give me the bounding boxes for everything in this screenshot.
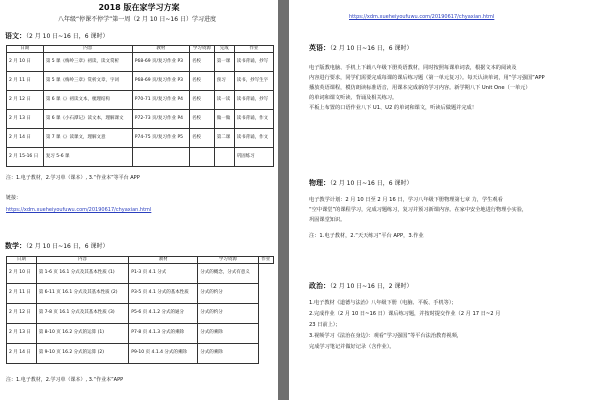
politics-line: 2.完成作业（2 月 10 日~16 日）课后练习题，并按时提交作业（2 月 17 日~2 月 <box>309 311 501 317</box>
table-row <box>7 303 274 323</box>
math-section-heading <box>5 241 108 251</box>
table-cell: 巩固练习 <box>234 147 273 166</box>
table-cell: 第 6-11 页 16.1 分式及其基本性质 (2) <box>36 283 129 303</box>
table-cell: P70-71 页/复习作业 P4 <box>132 90 189 109</box>
table-cell: 第 8-10 页 16.2 分式的运算 (1) <box>36 323 129 343</box>
physics-section-heading <box>309 178 412 188</box>
table-cell: 读一读 <box>214 90 234 109</box>
chinese-section-heading <box>5 31 108 41</box>
table-row <box>7 71 274 90</box>
table-cell: P1-3 页 4.1 分式 <box>129 263 198 283</box>
table-cell: 第 5 课《梅岭三章》赏析文章，字词 <box>43 71 132 90</box>
politics-section-meta: （2 月 10 日~16 日，2 课时） <box>330 283 413 290</box>
politics-line: 完成学习笔记并做好记录（含作业）。 <box>309 344 395 350</box>
english-section-name: 英语： <box>309 44 330 52</box>
table-cell: 2 月 15-16 日 <box>7 147 44 166</box>
table-cell: 2 月 13 日 <box>7 323 37 343</box>
table-cell: P68-69 页/复习作业 P3 <box>132 71 189 90</box>
table-header-cell: 内容 <box>36 257 129 264</box>
chinese-resource-link[interactable]: https://xdm.xueheiyoufuwu.com/20190617/chyaxian.html <box>6 207 152 213</box>
table-cell: 第一课 <box>214 52 234 71</box>
table-row <box>7 263 274 283</box>
table-cell: 2 月 13 日 <box>7 109 44 128</box>
table-cell: 第 5 课《梅岭三章》初读，读文赏析 <box>43 52 132 71</box>
physics-section-name: 物理： <box>309 179 330 187</box>
table-cell: 读书背诵，作文 <box>234 109 273 128</box>
table-row <box>7 90 274 109</box>
table-cell: P7-8 页 4.1.3 分式的乘除 <box>129 323 198 343</box>
english-line: 电子版教电脑、手机上下载八年级下册英语教材，同时按照每课单词表，根据文本的阅读及 <box>309 65 517 71</box>
table-cell: 名校 <box>190 128 215 147</box>
table-cell: 2 月 11 日 <box>7 71 44 90</box>
table-cell: 第二课 <box>214 128 234 147</box>
table-cell: 2 月 12 日 <box>7 303 37 323</box>
physics-line: 巩固课堂知识。 <box>309 217 346 223</box>
table-cell: 读书，抄写生字 <box>234 71 273 90</box>
math-notes: 注：1.电子教材，2.学习单（课本）, 3.“作业本”APP <box>6 377 124 383</box>
table-row <box>7 147 274 166</box>
table-cell: 2 月 10 日 <box>7 52 44 71</box>
table-row <box>7 109 274 128</box>
politics-line: 23 日前上）； <box>309 322 341 328</box>
table-cell: 分式的约分 <box>198 283 258 303</box>
english-body <box>309 63 589 113</box>
table-cell <box>190 147 215 166</box>
english-line: 内容进行要求，同学们需要完成每课的课后练习题（第一单元复习）。每天认读单词，用“学习强国”APP <box>309 75 545 81</box>
table-cell: 名校 <box>190 71 215 90</box>
math-section-name: 数学： <box>5 242 26 250</box>
table-row <box>7 52 274 71</box>
table-row <box>7 323 274 343</box>
right-resource-link[interactable]: https://xdm.xueheiyoufuwu.com/20190617/chyaxian.html <box>349 14 495 20</box>
english-section-meta: （2 月 10 日~16 日，6 课时） <box>330 45 413 52</box>
table-row <box>7 283 274 303</box>
chinese-notes: 注：1.电子教材，2.学习单（课本）, 3.“作业本”等平台 APP <box>6 175 140 181</box>
table-cell: 名校 <box>190 52 215 71</box>
table-cell: 第 7-8 页 16.1 分式及其基本性质 (3) <box>36 303 129 323</box>
table-cell: 2 月 14 日 <box>7 343 37 363</box>
table-cell: 读书背诵，抄写 <box>234 52 273 71</box>
table-cell <box>214 147 234 166</box>
table-cell: 第 9-10 页 16.2 分式的运算 (2) <box>36 343 129 363</box>
chinese-schedule-table <box>6 45 274 167</box>
english-line: 平板上布置的口语作业八下 U1、U2 的单词和课文，听读后做题并完成！ <box>309 105 477 111</box>
table-cell: 复习 5-6 课 <box>43 147 132 166</box>
math-section-meta: （2 月 10 日~16 日，6 课时） <box>26 243 109 250</box>
politics-body <box>309 298 589 353</box>
physics-line: “空中课堂”的课程学习，完成习题练习，复习并预习新课内容。在家中安全地进行物理小实验， <box>309 207 528 213</box>
table-cell: P74-75 页/复习作业 P5 <box>132 128 189 147</box>
politics-line: 1.电子教材《道德与法治》八年级下册（电脑、平板、手机等）； <box>309 300 457 306</box>
chinese-section-meta: （2 月 10 日~16 日，6 课时） <box>26 33 109 40</box>
table-header-cell: 内容 <box>43 46 132 53</box>
politics-section-heading <box>309 281 412 291</box>
english-line: 播放英语课程，模仿朗读标准语音，用课本完成新的学习内容。新学期八下 Unit One（一单元） <box>309 85 531 91</box>
physics-section-meta: （2 月 10 日~16 日，6 课时） <box>330 180 413 187</box>
table-cell: 分式的乘除 <box>198 343 258 363</box>
table-header-cell: 教材 <box>132 46 189 53</box>
table-header-cell: 作业 <box>258 257 274 264</box>
document-subtitle: 八年级“停课不停学”第一周（2 月 10 日~16 日）学习进度 <box>58 16 216 23</box>
table-cell: 分式的概念，分式有意义 <box>198 263 258 283</box>
physics-line: 电子教学计划：2 月 10 日至 2 月 16 日，学习八年级下册物理第七章 力，学生观看 <box>309 197 503 203</box>
table-cell: 第 7 课《》读课文，理解文意 <box>43 128 132 147</box>
document-page-right <box>289 0 600 400</box>
table-header-cell: 作业 <box>234 46 273 53</box>
table-header-cell: 日期 <box>7 257 37 264</box>
table-cell: 第 6 课《》初读文本，梳理结构 <box>43 90 132 109</box>
politics-line: 3.视频学习《法治在身边》：观看“学习强国”等平台法治教育视频， <box>309 333 462 339</box>
table-cell: P9-10 页 4.1.4 分式的乘除 <box>129 343 198 363</box>
chinese-link-label: 链接： <box>6 195 22 201</box>
table-header-cell: 学习资源 <box>190 46 215 53</box>
document-title: 2018 版在家学习方案 <box>98 3 180 12</box>
table-cell: 2 月 10 日 <box>7 263 37 283</box>
table-cell: 名校 <box>190 90 215 109</box>
table-cell: 第 6 课《小石潭记》读文本，理解课文 <box>43 109 132 128</box>
politics-section-name: 政治： <box>309 282 330 290</box>
table-cell: 预习 <box>214 71 234 90</box>
table-header-cell: 教材 <box>129 257 198 264</box>
table-cell: P68-69 页/复习作业 P3 <box>132 52 189 71</box>
table-cell: 2 月 11 日 <box>7 283 37 303</box>
table-cell <box>132 147 189 166</box>
table-cell: P3-5 页 4.1 分式的基本性质 <box>129 283 198 303</box>
table-cell: P72-73 页/复习作业 P4 <box>132 109 189 128</box>
table-header-cell: 日期 <box>7 46 44 53</box>
english-section-heading <box>309 43 412 53</box>
table-cell: 分式的约分 <box>198 303 258 323</box>
table-cell: 名校 <box>190 109 215 128</box>
table-cell: 读书背诵，作文 <box>234 128 273 147</box>
physics-notes: 注：1.电子教材，2.“天天练习”平台 APP，3.作业 <box>309 233 424 239</box>
table-cell: 读书背诵，抄写 <box>234 90 273 109</box>
table-row <box>7 343 274 363</box>
table-row <box>7 128 274 147</box>
table-header-cell: 学习资源 <box>198 257 258 264</box>
physics-body <box>309 195 589 241</box>
table-cell: 2 月 12 日 <box>7 90 44 109</box>
english-line: 的单词和课文听读、背诵及相关练习。 <box>309 95 398 101</box>
math-schedule-table <box>6 256 274 364</box>
table-cell: 2 月 14 日 <box>7 128 44 147</box>
table-header-cell: 完成 <box>214 46 234 53</box>
table-cell: 做一做 <box>214 109 234 128</box>
chinese-section-name: 语文： <box>5 32 26 40</box>
table-cell: P5-6 页 4.1.2 分式的通分 <box>129 303 198 323</box>
table-cell: 分式的乘除 <box>198 323 258 343</box>
document-page-left <box>0 0 278 400</box>
table-cell: 第 1-6 页 16.1 分式及其基本性质 (1) <box>36 263 129 283</box>
